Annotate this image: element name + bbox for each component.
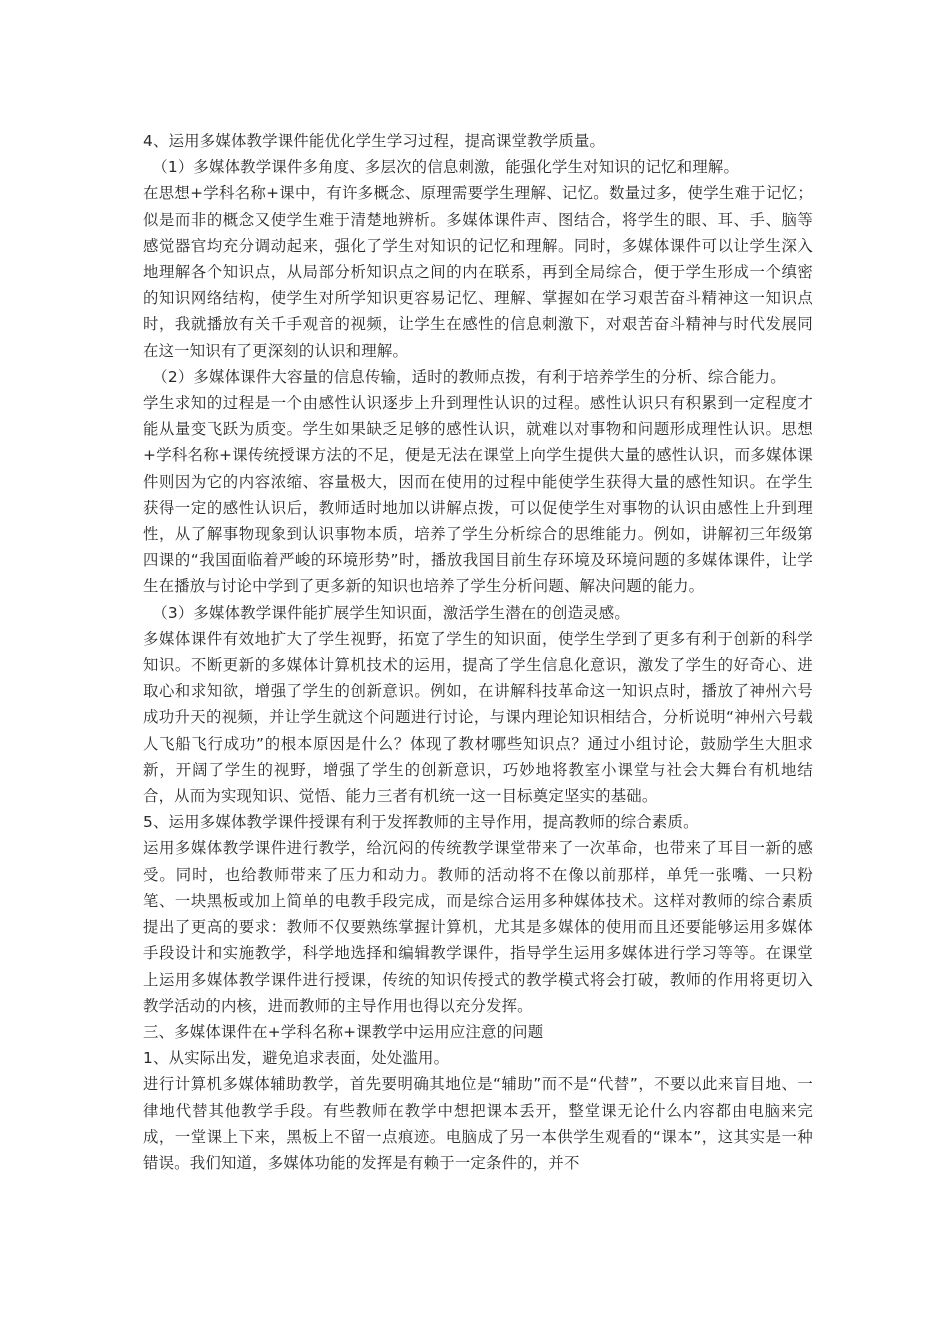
subheading-2: （2）多媒体课件大容量的信息传输，适时的教师点拨，有利于培养学生的分析、综合能力。 <box>152 367 786 386</box>
subheading-3: （3）多媒体教学课件能扩展学生知识面，激活学生潜在的创造灵感。 <box>152 603 630 622</box>
section-heading-4: 4、运用多媒体教学课件能优化学生学习过程，提高课堂教学质量。 <box>143 132 606 150</box>
chapter-heading-3: 三、多媒体课件在+学科名称+课教学中运用应注意的问题 <box>143 1022 544 1041</box>
section-heading-1: 1、从实际出发，避免追求表面，处处滥用。 <box>143 1049 450 1068</box>
section-heading-5: 5、运用多媒体教学课件授课有利于发挥教师的主导作用，提高教师的综合素质。 <box>143 813 699 832</box>
body-paragraph: 多媒体课件有效地扩大了学生视野，拓宽了学生的知识面，使学生学到了更多有利于创新的科学知识。不断更新的多媒体计算机技术的运用，提高了学生信息化意识，激发了学生的好奇心、进取心和求知欲，增强了学生的创新意识。例如，在讲解科技革命这一知识点时，播放了神州六号成功升天的视频，并让学生就这个问题进行讨论，与课内理论知识相结合，分析说明“神州六号载人飞船飞行成功”的根本原因是什么？体现了教材哪些知识点？通过小组讨论，鼓励学生大胆求新，开阔了学生的视野，增强了学生的创新意识，巧妙地将教室小课堂与社会大舞台有机地结合，从而为实现知识、觉悟、能力三者有机统一这一目标奠定坚实的基础。 <box>143 629 813 806</box>
body-paragraph: 在思想+学科名称+课中，有许多概念、原理需要学生理解、记忆。数量过多，使学生难于记忆；似是而非的概念又使学生难于清楚地辨析。多媒体课件声、图结合，将学生的眼、耳、手、脑等感觉器官均充分调动起来，强化了学生对知识的记忆和理解。同时，多媒体课件可以让学生深入地理解各个知识点，从局部分析知识点之间的内在联系，再到全局综合，便于学生形成一个缜密的知识网络结构，使学生对所学知识更容易记忆、理解、掌握如在学习艰苦奋斗精神这一知识点时，我就播放有关千手观音的视频，让学生在感性的信息刺激下，对艰苦奋斗精神与时代发展同在这一知识有了更深刻的认识和理解。 <box>143 184 813 360</box>
body-paragraph: 学生求知的过程是一个由感性认识逐步上升到理性认识的过程。感性认识只有积累到一定程度才能从量变飞跃为质变。学生如果缺乏足够的感性认识，就难以对事物和问题形成理性认识。思想+学科名称+课传统授课方法的不足，便是无法在课堂上向学生提供大量的感性认识，而多媒体课件则因为它的内容浓缩、容量极大，因而在使用的过程中能使学生获得大量的感性知识。在学生获得一定的感性认识后，教师适时地加以讲解点拨，可以促使学生对事物的认识由感性上升到理性，从了解事物现象到认识事物本质，培养了学生分析综合的思维能力。例如，讲解初三年级第四课的“我国面临着严峻的环境形势”时，播放我国目前生存环境及环境问题的多媒体课件，让学生在播放与讨论中学到了更多新的知识也培养了学生分析问题、解决问题的能力。 <box>143 394 813 596</box>
subheading-1: （1）多媒体教学课件多角度、多层次的信息刺激，能强化学生对知识的记忆和理解。 <box>152 158 740 177</box>
body-paragraph: 进行计算机多媒体辅助教学，首先要明确其地位是“辅助”而不是“代替”，不要以此来盲目地、一律地代替其他教学手段。有些教师在教学中想把课本丢开，整堂课无论什么内容都由电脑来完成，一堂课上下来，黑板上不留一点痕迹。电脑成了另一本供学生观看的“课本”，这其实是一种错误。我们知道，多媒体功能的发挥是有赖于一定条件的，并不 <box>143 1075 813 1172</box>
document-body <box>143 128 813 1176</box>
body-paragraph: 运用多媒体教学课件进行教学，给沉闷的传统教学课堂带来了一次革命，也带来了耳目一新的感受。同时，也给教师带来了压力和动力。教师的活动将不在像以前那样，单凭一张嘴、一只粉笔、一块黑板或加上简单的电教手段完成，而是综合运用多种媒体技术。这样对教师的综合素质提出了更高的要求：教师不仅要熟练掌握计算机，尤其是多媒体的使用而且还要能够运用多媒体手段设计和实施教学，科学地选择和编辑教学课件，指导学生运用多媒体进行学习等等。在课堂上运用多媒体教学课件进行授课，传统的知识传授式的教学模式将会打破，教师的作用将更切入教学活动的内核，进而教师的主导作用也得以充分发挥。 <box>143 839 813 1015</box>
